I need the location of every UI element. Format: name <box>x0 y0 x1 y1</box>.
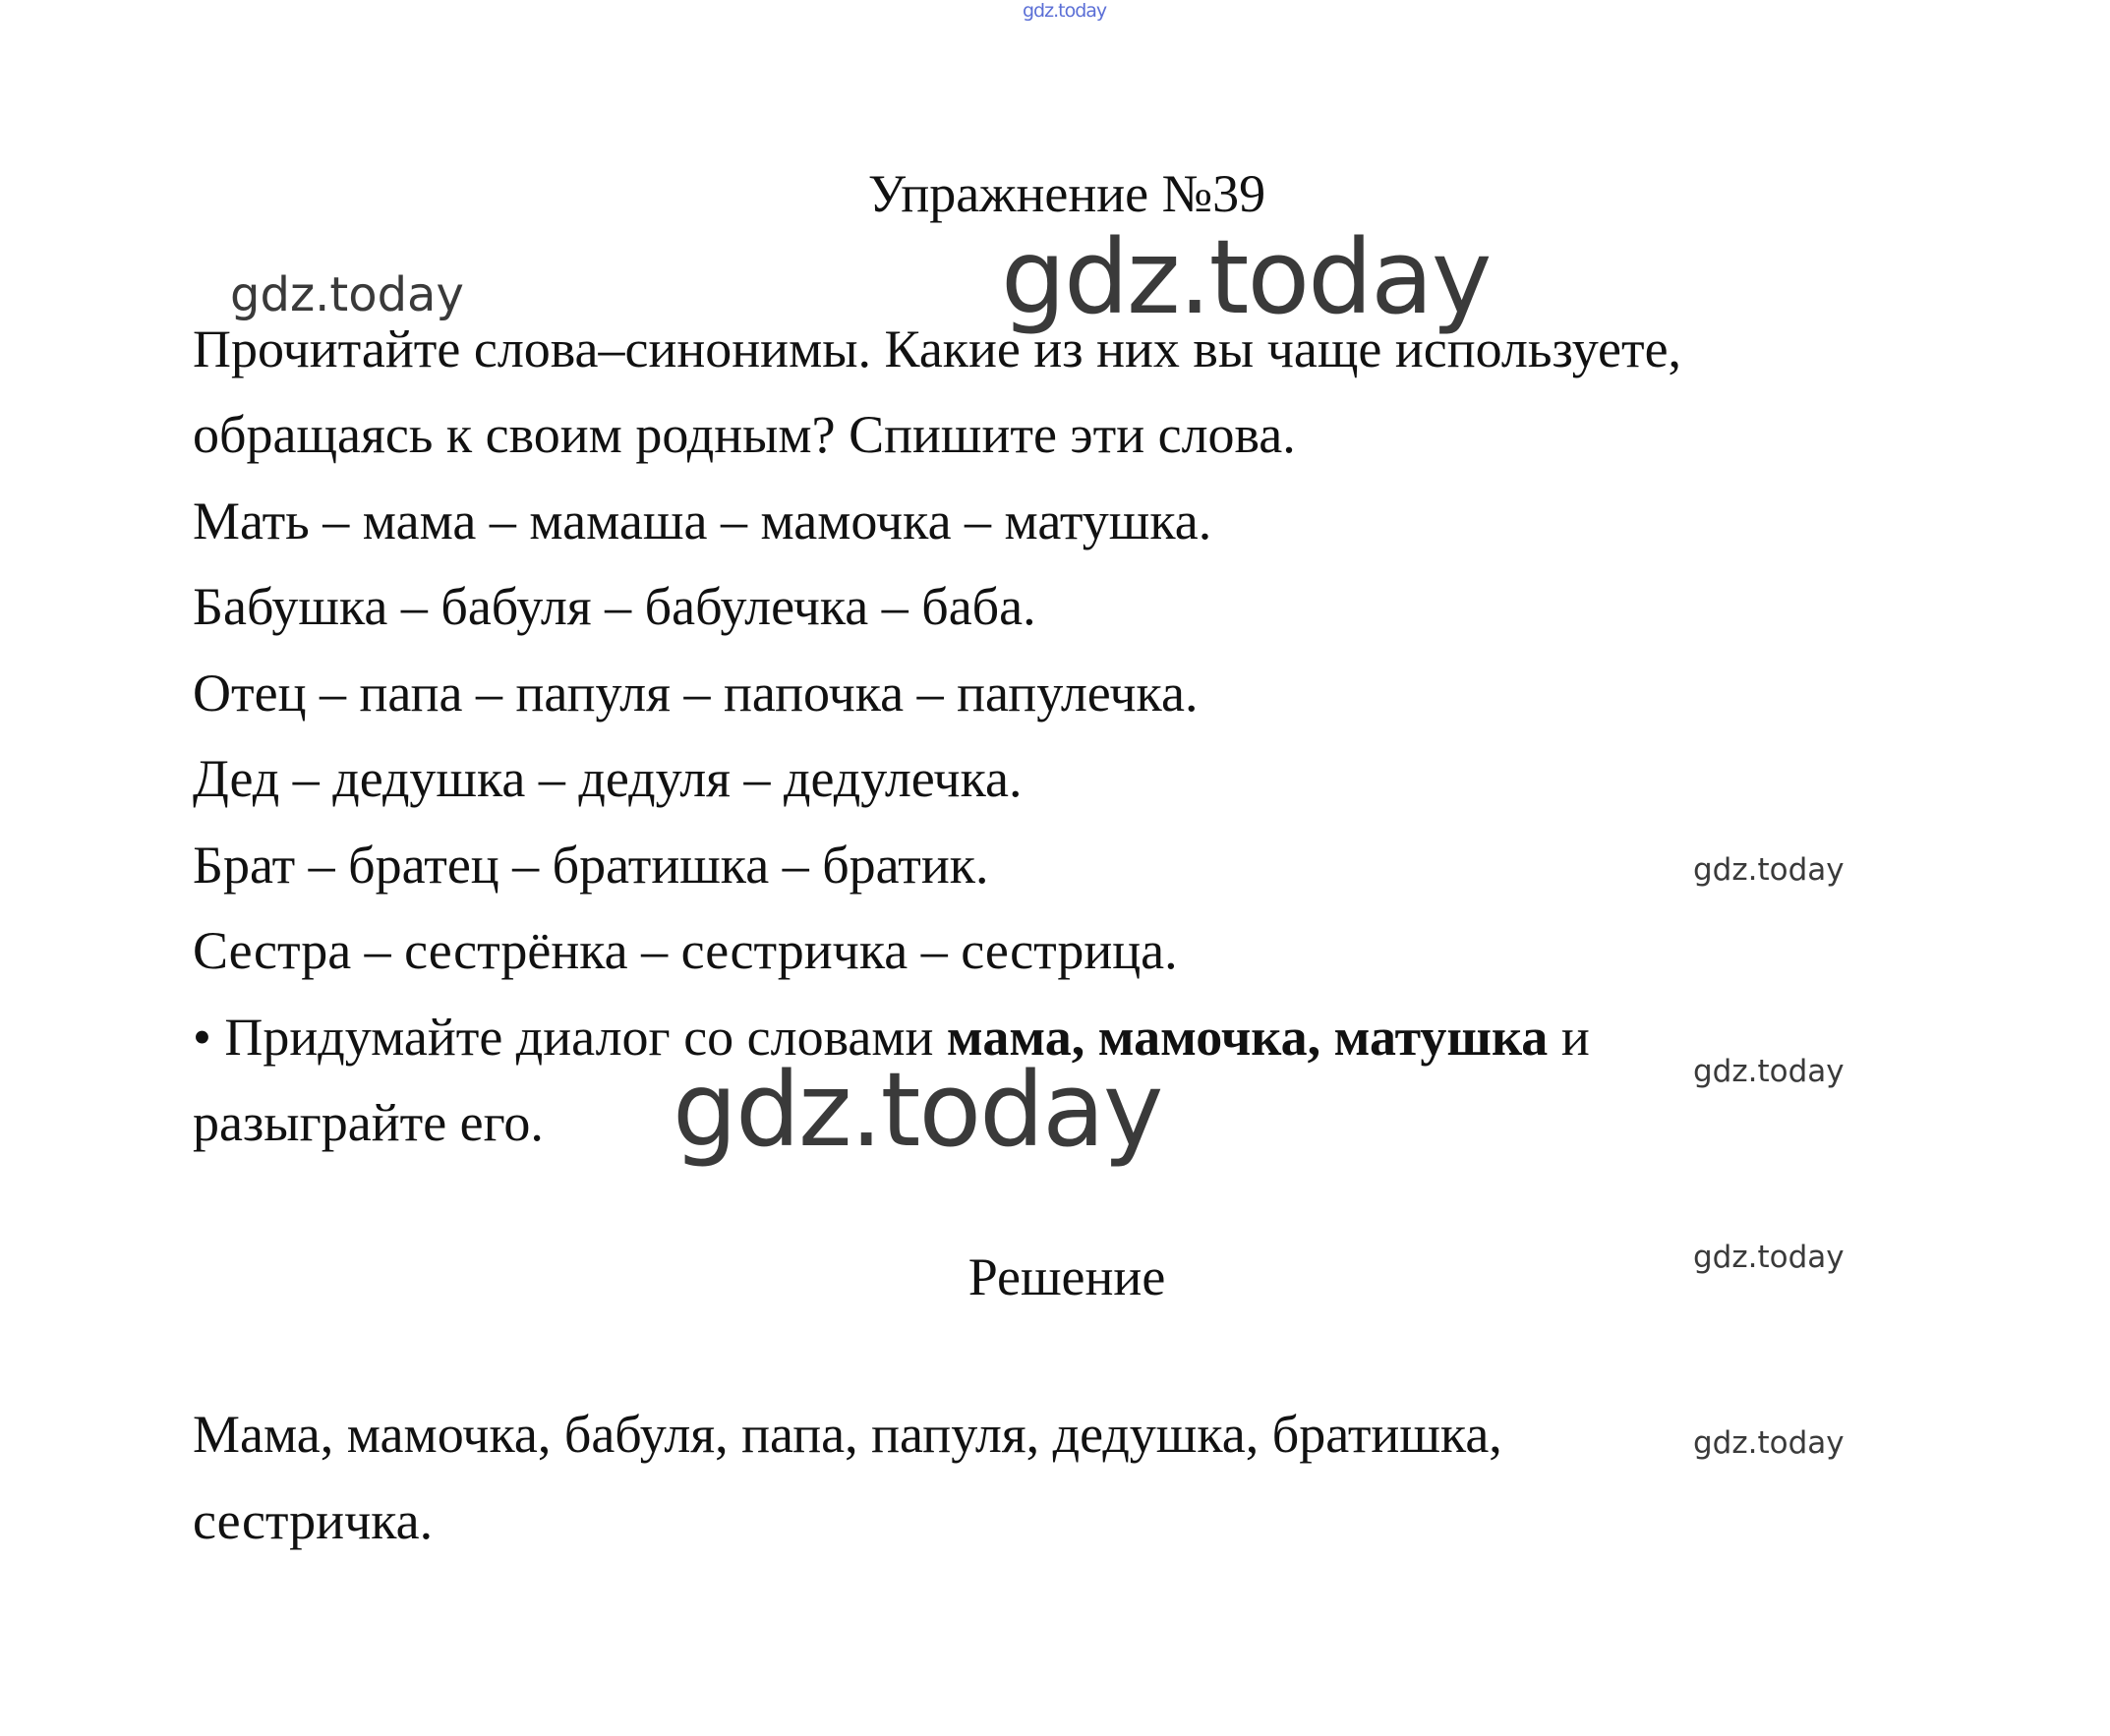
watermark-large: gdz.today <box>673 1050 1162 1170</box>
watermark-side: gdz.today <box>1693 1054 1845 1089</box>
task-line <box>193 1008 1590 1067</box>
exercise-title: Упражнение №39 <box>867 164 1266 223</box>
task-suffix: и <box>1548 1008 1590 1067</box>
watermark-side: gdz.today <box>1693 852 1845 888</box>
synonym-row: Отец – папа – папуля – папочка – папулечка. <box>193 664 1199 723</box>
watermark-small-left: gdz.today <box>230 267 464 322</box>
solution-line: Мама, мамочка, бабуля, папа, папуля, дедушка, братишка, <box>193 1405 1502 1464</box>
watermark-side: gdz.today <box>1693 1240 1845 1275</box>
task-line: разыграйте его. <box>193 1093 544 1152</box>
synonym-row: Брат – братец – братишка – братик. <box>193 836 989 895</box>
watermark-side: gdz.today <box>1693 1425 1845 1461</box>
instruction-line: обращаясь к своим родным? Спишите эти слова. <box>193 405 1296 464</box>
task-prefix: • Придумайте диалог со словами <box>193 1008 947 1067</box>
task-bold-words: мама, мамочка, матушка <box>946 1008 1549 1067</box>
solution-line: сестричка. <box>193 1491 434 1550</box>
synonym-row: Дед – дедушка – дедуля – дедулечка. <box>193 749 1023 808</box>
synonym-row: Бабушка – бабуля – бабулечка – баба. <box>193 577 1036 636</box>
watermark-top: gdz.today <box>1023 0 1107 22</box>
synonym-row: Мать – мама – мамаша – мамочка – матушка. <box>193 492 1212 550</box>
watermark-large: gdz.today <box>1001 217 1491 337</box>
synonym-row: Сестра – сестрёнка – сестричка – сестрица. <box>193 921 1178 980</box>
solution-title: Решение <box>967 1247 1166 1306</box>
instruction-line: Прочитайте слова–синонимы. Какие из них вы чаще используете, <box>193 319 1682 378</box>
